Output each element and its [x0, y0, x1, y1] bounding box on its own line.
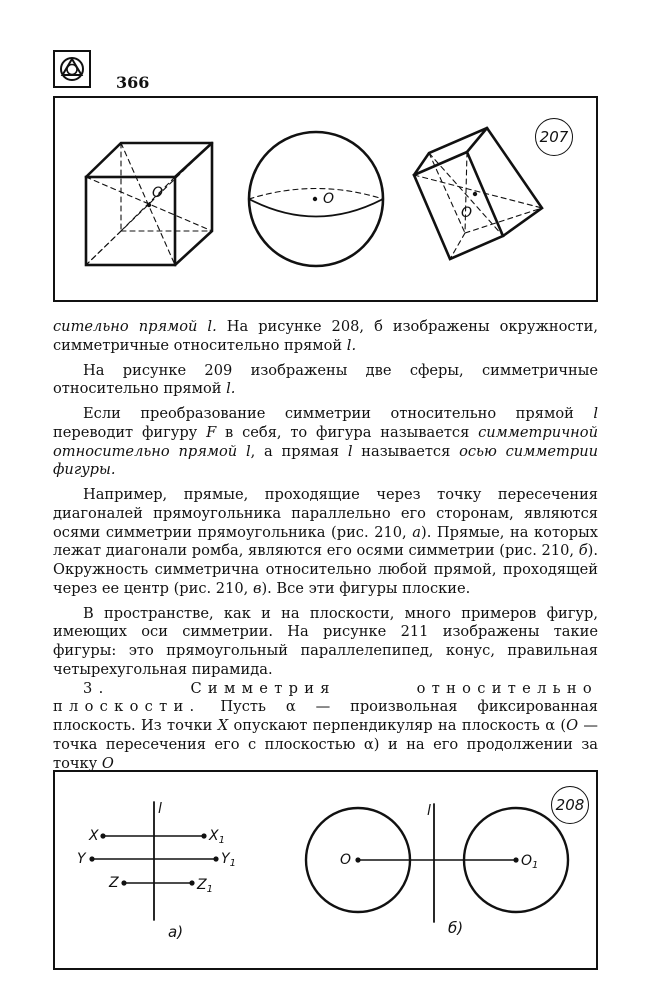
figure-207 — [53, 96, 598, 302]
figure-208 — [53, 770, 598, 970]
book-logo-icon — [53, 50, 91, 88]
italic-fragment: O — [101, 754, 114, 772]
text-fragment: Например, прямые, проходящие через точку пересечения диагоналей прямоугольника параллельно его сторонам, являются осями симметрии прямоугольника (рис. 210, — [53, 486, 598, 541]
rotated-cube-shape — [414, 128, 542, 259]
paragraph-5: В пространстве, как и на плоскости, много примеров фигур, имеющих оси симметрии. На рисунке 211 изображены такие фигуры: это прямоугольный параллелепипед, конус, правильная четырехугольная пирамида. — [53, 604, 598, 678]
text-fragment: в себя, то фигура называется — [216, 423, 479, 441]
italic-fragment: O — [566, 717, 579, 734]
caption-b: б) — [448, 919, 464, 937]
paragraph-3 — [53, 405, 598, 480]
point-y — [89, 856, 94, 861]
label-z: Z — [109, 875, 119, 891]
center-o — [355, 857, 360, 862]
italic-fragment: а — [412, 523, 421, 541]
body-text — [53, 318, 598, 773]
label-y1: $Y_1$ — [221, 851, 236, 869]
point-x — [100, 833, 105, 838]
italic-fragment: осью симметрии фигуры. — [53, 442, 599, 479]
italic-fragment: симметричной относительно прямой l — [53, 423, 598, 460]
page-number: 366 — [116, 73, 150, 92]
figure-208-drawing — [55, 772, 600, 972]
label-center-o: O — [340, 852, 352, 868]
sphere-center-label: O — [323, 191, 335, 207]
italic-fragment: X — [217, 717, 229, 734]
center-o1 — [513, 857, 518, 862]
text-fragment: опускают перпендикуляр на плоскость α ( — [228, 717, 567, 734]
label-z1: $Z_1$ — [197, 877, 213, 895]
label-x: X — [89, 828, 99, 844]
text-fragment: переводит фигуру — [53, 423, 207, 441]
point-x1 — [201, 833, 206, 838]
italic-fragment: l — [593, 405, 598, 422]
italic-fragment: l. — [226, 380, 236, 398]
caption-a: а) — [168, 923, 184, 941]
section-heading: 3. Симметрия относительно плоскости. — [53, 679, 598, 716]
text-fragment: ). Окружность симметрична относительно любой прямой, проходящей через ее центр (рис. 210, — [53, 542, 598, 597]
italic-fragment: l — [347, 442, 353, 460]
label-y: Y — [77, 851, 86, 867]
italic-fragment: l. — [346, 336, 357, 354]
italic-fragment: F — [206, 423, 217, 441]
italic-fragment: б — [578, 542, 588, 560]
label-x1: $X_1$ — [209, 828, 225, 846]
cube-center-label: O — [152, 185, 164, 201]
point-z1 — [189, 880, 194, 885]
italic-fragment: в — [252, 579, 262, 597]
paragraph-2 — [53, 362, 598, 400]
text-fragment: ). Все эти фигуры плоские. — [261, 579, 471, 597]
label-center-o1: $O_1$ — [521, 853, 539, 871]
cube-shape — [86, 143, 212, 265]
sphere-shape — [249, 132, 383, 266]
text-fragment: На рисунке 209 изображены две сферы, симметричные относительно прямой — [53, 361, 598, 398]
paragraph-1 — [53, 318, 598, 356]
line-label-a: l — [158, 801, 162, 817]
text-fragment: , а прямая — [250, 442, 348, 460]
rotated-cube-center-label: O — [461, 205, 473, 221]
paragraph-6 — [53, 680, 598, 774]
text-fragment: Пусть α — произвольная фиксированная плоскость. Из точки — [53, 698, 598, 734]
line-label-b: l — [427, 803, 431, 819]
text-fragment: ). Прямые, на которых лежат диагонали ромба, являются его осями симметрии (рис. 210, — [53, 523, 598, 560]
italic-fragment: сительно прямой l. — [53, 318, 217, 335]
text-fragment: — точка пересечения его с плоскостью α) и на его продолжении за точку — [53, 717, 599, 772]
paragraph-4 — [53, 486, 598, 599]
figure-number-208: 208 — [551, 786, 589, 824]
point-y1 — [213, 856, 218, 861]
text-fragment: На рисунке 208, б изображены окружности, симметричные относительно прямой — [53, 318, 598, 354]
text-fragment: называется — [352, 442, 460, 460]
text-fragment: Если преобразование симметрии относительно прямой — [83, 405, 594, 422]
point-z — [121, 880, 126, 885]
figure-number-207: 207 — [535, 118, 573, 156]
